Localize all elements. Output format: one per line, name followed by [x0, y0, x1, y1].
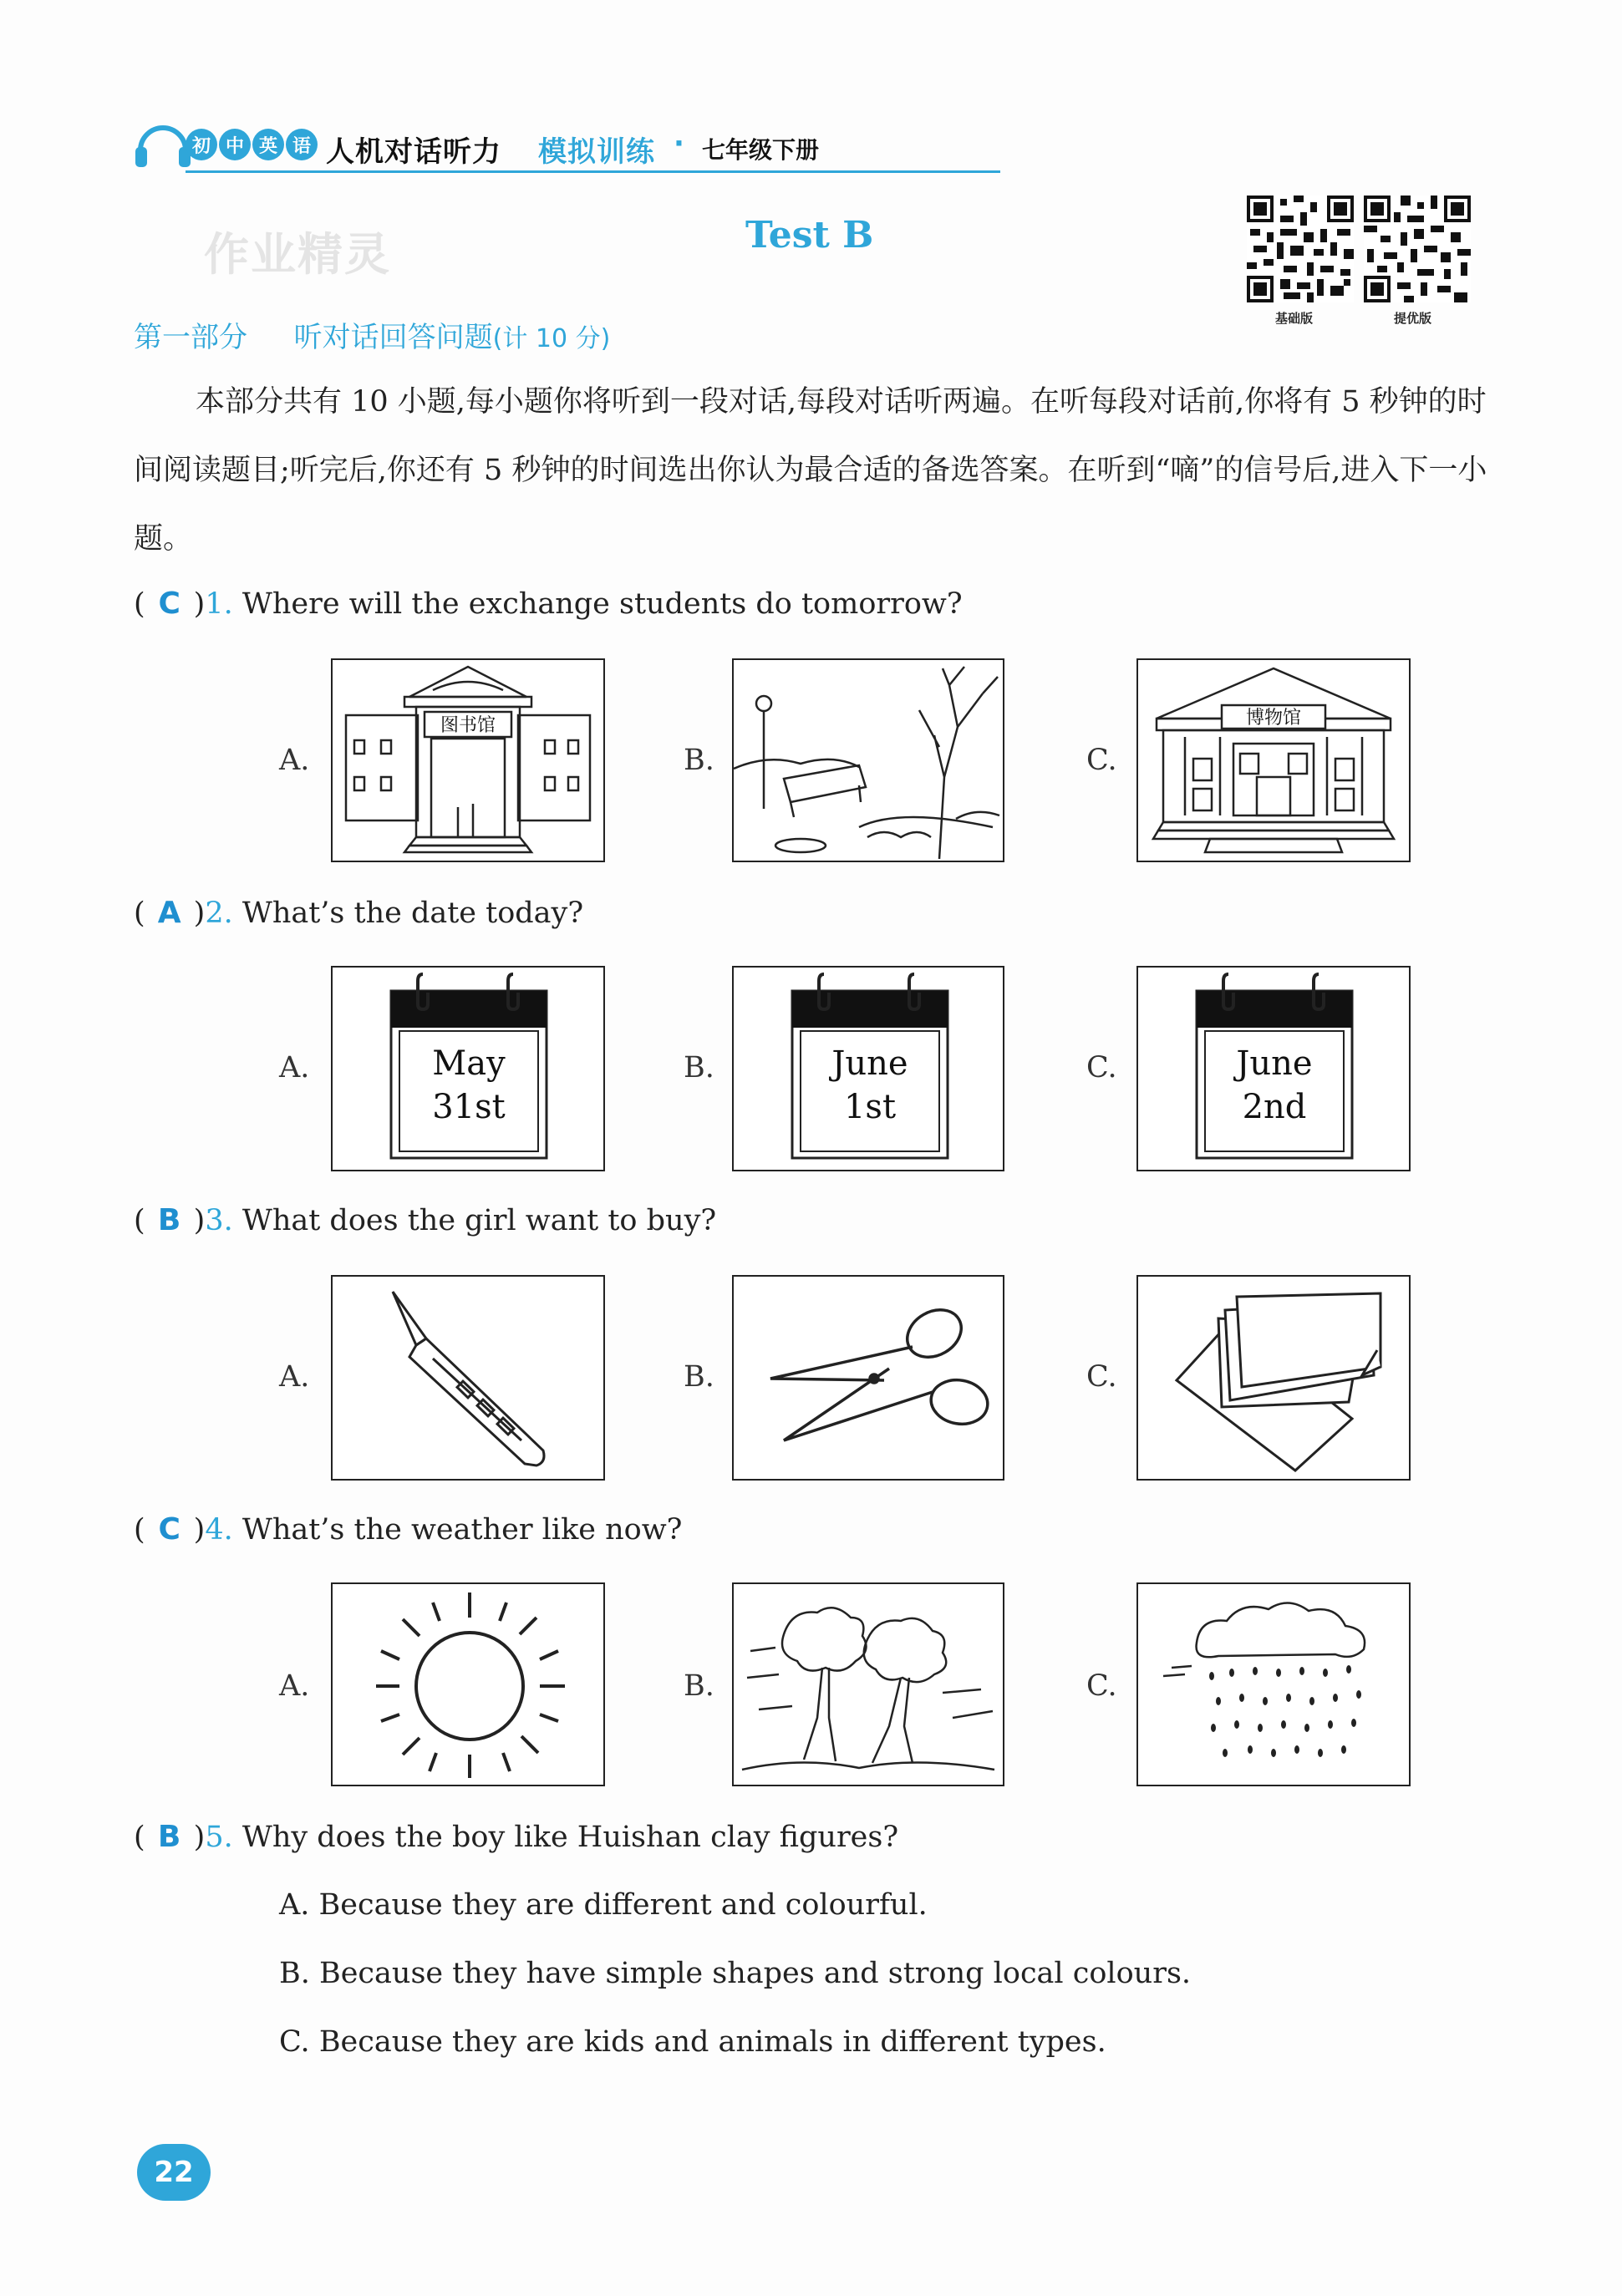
- option-text: Because they are different and colourful.: [318, 1888, 928, 1922]
- calendar-icon: [734, 968, 1003, 1170]
- answer-1: C: [158, 587, 181, 621]
- question-text: What’s the date today?: [242, 897, 584, 930]
- question-number: 3.: [205, 1204, 233, 1237]
- option-image-box: [1136, 658, 1411, 862]
- text-option: [279, 2025, 1106, 2059]
- option-label: B.: [684, 1669, 714, 1703]
- calendar-icon: [333, 968, 603, 1170]
- instructions-text: 本部分共有 10 小题,每小题你将听到一段对话,每段对话听两遍。在听每段对话前,你将有 5 秒钟的时间阅读题目;听完后,你还有 5 秒钟的时间选出你认为最合适的备选答案。在听到“嘀”的信号后,进入下一小题。: [134, 385, 1487, 556]
- option-label: C.: [1086, 744, 1117, 777]
- option-label: B.: [684, 1360, 714, 1394]
- calendar-icon: [1138, 968, 1409, 1170]
- option-label: C.: [1086, 1051, 1117, 1085]
- option-label: A.: [279, 1669, 310, 1703]
- calendar-day: 2nd: [1242, 1088, 1307, 1126]
- option-image-box: [1136, 1275, 1411, 1481]
- question-text: Why does the boy like Huishan clay figures?: [242, 1821, 899, 1854]
- sun-icon: [333, 1584, 603, 1785]
- text-option: [279, 1957, 1191, 1990]
- answer-4: C: [158, 1512, 181, 1547]
- option-label: B.: [684, 744, 714, 777]
- question-4: ( C )4. What’s the weather like now?: [134, 1512, 683, 1547]
- calendar-month: June: [831, 1044, 908, 1083]
- qr-code-icon: [1247, 196, 1354, 302]
- section-score: (计 10 分): [492, 324, 611, 353]
- question-text: What’s the weather like now?: [242, 1513, 683, 1547]
- header-series: 人机对话听力: [326, 135, 501, 169]
- scissors-icon: [734, 1277, 1003, 1479]
- option-label: B.: [684, 1051, 714, 1085]
- calendar-month: May: [432, 1044, 506, 1083]
- question-5: ( B )5. Why does the boy like Huishan clay figures?: [134, 1820, 899, 1854]
- section-title: 听对话回答问题: [293, 321, 493, 354]
- header-pill: 中: [219, 129, 251, 160]
- question-number: 2.: [205, 897, 233, 930]
- page-number: 22: [137, 2144, 211, 2201]
- page-title: Test B: [745, 214, 874, 257]
- option-label: A.: [279, 1360, 310, 1394]
- qr-codes: [1247, 196, 1472, 338]
- paper-stack-icon: [1138, 1277, 1409, 1479]
- qr-caption-advanced: 提优版: [1394, 311, 1432, 326]
- question-2: ( A )2. What’s the date today?: [134, 896, 584, 930]
- header-rule: [186, 170, 1000, 173]
- museum-icon: [1138, 660, 1409, 861]
- option-label: C.: [279, 2025, 310, 2059]
- option-image-box: [732, 966, 1004, 1171]
- section-heading: [134, 314, 610, 355]
- museum-sign: 博物馆: [1245, 708, 1302, 729]
- header-pill: 语: [286, 129, 318, 160]
- option-label: A.: [279, 1051, 310, 1085]
- calendar-day: 31st: [432, 1088, 506, 1126]
- option-text: Because they are kids and animals in different types.: [318, 2025, 1106, 2059]
- calendar-day: 1st: [843, 1088, 897, 1126]
- answer-3: B: [157, 1203, 181, 1237]
- option-image-box: [732, 658, 1004, 862]
- section-label: 第一部分: [134, 321, 247, 354]
- option-label: C.: [1086, 1669, 1117, 1703]
- option-label: B.: [279, 1957, 310, 1990]
- question-number: 5.: [205, 1821, 233, 1854]
- header-pill: 初: [186, 129, 217, 160]
- option-image-box: [331, 966, 605, 1171]
- option-label: C.: [1086, 1360, 1117, 1394]
- option-label: A.: [279, 1888, 310, 1922]
- answer-5: B: [157, 1820, 181, 1854]
- question-text: Where will the exchange students do tomorrow?: [242, 587, 963, 621]
- qr-caption-basic: 基础版: [1275, 311, 1314, 326]
- question-text: What does the girl want to buy?: [242, 1204, 717, 1237]
- header-grade: 七年级下册: [702, 136, 820, 164]
- rain-cloud-icon: [1138, 1584, 1409, 1785]
- question-3: ( B )3. What does the girl want to buy?: [134, 1203, 717, 1237]
- header-pill: 英: [252, 129, 284, 160]
- option-image-box: [331, 658, 605, 862]
- answer-2: A: [157, 896, 181, 930]
- headphones-icon: [134, 114, 192, 172]
- page-header: 初 中 英 语 人机对话听力 模拟训练 · 七年级下册: [134, 110, 1487, 177]
- question-number: 4.: [205, 1513, 233, 1547]
- question-number: 1.: [205, 587, 233, 621]
- calendar-month: June: [1236, 1044, 1313, 1083]
- text-option: [279, 1888, 928, 1922]
- library-icon: [333, 660, 603, 861]
- option-image-box: [732, 1275, 1004, 1481]
- option-image-box: [732, 1582, 1004, 1786]
- option-text: Because they have simple shapes and strong local colours.: [319, 1957, 1192, 1990]
- question-1: ( C )1. Where will the exchange students do tomorrow?: [134, 587, 963, 621]
- option-image-box: [1136, 1582, 1411, 1786]
- option-image-box: [331, 1582, 605, 1786]
- option-label: A.: [279, 744, 310, 777]
- park-icon: [734, 660, 1003, 861]
- watermark: 作业精灵: [204, 228, 391, 281]
- utility-knife-icon: [333, 1277, 603, 1479]
- windy-trees-icon: [734, 1584, 1003, 1785]
- option-image-box: [331, 1275, 605, 1481]
- header-series-sub: 模拟训练: [538, 135, 655, 169]
- option-image-box: [1136, 966, 1411, 1171]
- library-sign: 图书馆: [440, 715, 496, 736]
- instructions: [134, 368, 1513, 573]
- qr-code-icon: [1364, 196, 1471, 302]
